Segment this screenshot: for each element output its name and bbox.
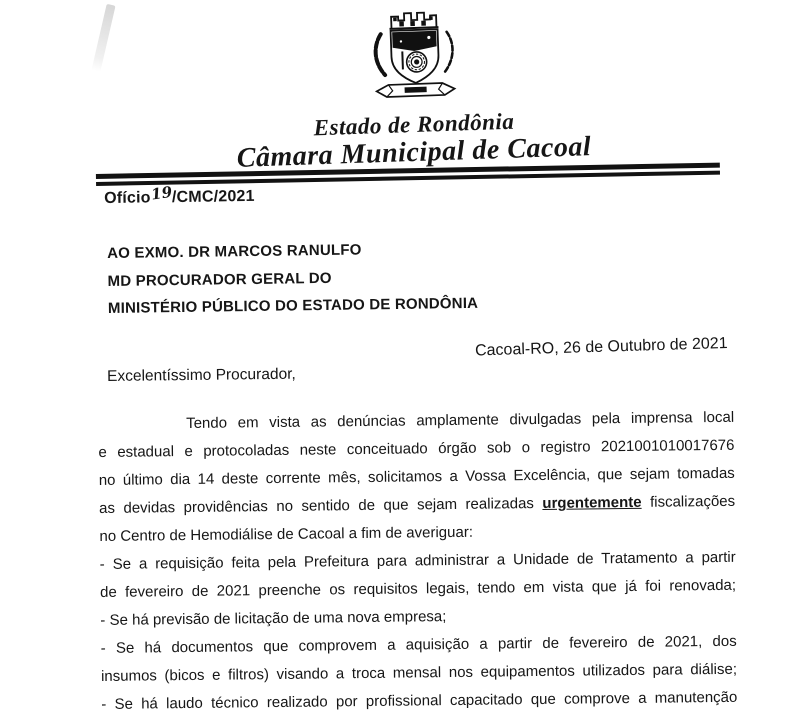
letter-body <box>98 404 737 717</box>
oficio-suffix: /CMC/2021 <box>171 187 255 207</box>
coat-of-arms-icon <box>364 5 464 108</box>
salutation: Excelentíssimo Procurador, <box>107 365 296 385</box>
oficio-handwritten-number: 19 <box>149 182 174 204</box>
body-line: insumos (bicos e filtros) visando a troca mensal nos equipamentos utilizados para diálise; <box>100 660 738 685</box>
document-reference <box>104 182 255 208</box>
oficio-prefix: Ofício <box>104 189 151 207</box>
body-line: - Se há previsão de licitação de uma nova empresa; <box>100 608 447 629</box>
recipient-line: MINISTÉRIO PÚBLICO DO ESTADO DE RONDÔNIA <box>107 294 479 317</box>
body-line: de fevereiro de 2021 preenche os requisitos legais, tendo em vista que já foi renovada; <box>99 576 737 601</box>
body-line: no Centro de Hemodiálise de Cacoal a fim de averiguar: <box>99 523 474 545</box>
body-line: no último dia 14 deste corrente mês, solicitamos a Vossa Excelência, que sejam tomadas <box>98 464 735 489</box>
letterhead-state: Estado de Rondônia <box>313 108 515 141</box>
recipient-line: MD PROCURADOR GERAL DO <box>107 269 332 290</box>
body-line-text: as devidas providências no sentido de que sejam realizadas <box>99 494 543 517</box>
recipient-block <box>107 235 478 323</box>
body-line: - Se há laudo técnico realizado por profissional capacitado que comprove a manutenção <box>101 688 738 713</box>
body-line: e estadual e protocoladas neste conceituado órgão sob o registro 2021001010017676 <box>98 436 735 461</box>
body-line: - Se há documentos que comprovem a aquisição a partir de fevereiro de 2021, dos <box>100 632 737 657</box>
body-line: Tendo em vista as denúncias amplamente divulgadas pela imprensa local <box>186 408 735 433</box>
scan-artifact <box>91 4 115 72</box>
body-line: - Se a requisição feita pela Prefeitura para administrar a Unidade de Tratamento a partir <box>99 548 736 573</box>
emphasized-word: urgentemente <box>542 493 642 512</box>
date-line: Cacoal-RO, 26 de Outubro de 2021 <box>475 335 729 360</box>
letterhead-municipality: Câmara Municipal de Cacoal <box>236 131 592 174</box>
body-line-text: fiscalizações <box>641 492 736 511</box>
recipient-line: AO EXMO. DR MARCOS RANULFO <box>107 241 362 262</box>
